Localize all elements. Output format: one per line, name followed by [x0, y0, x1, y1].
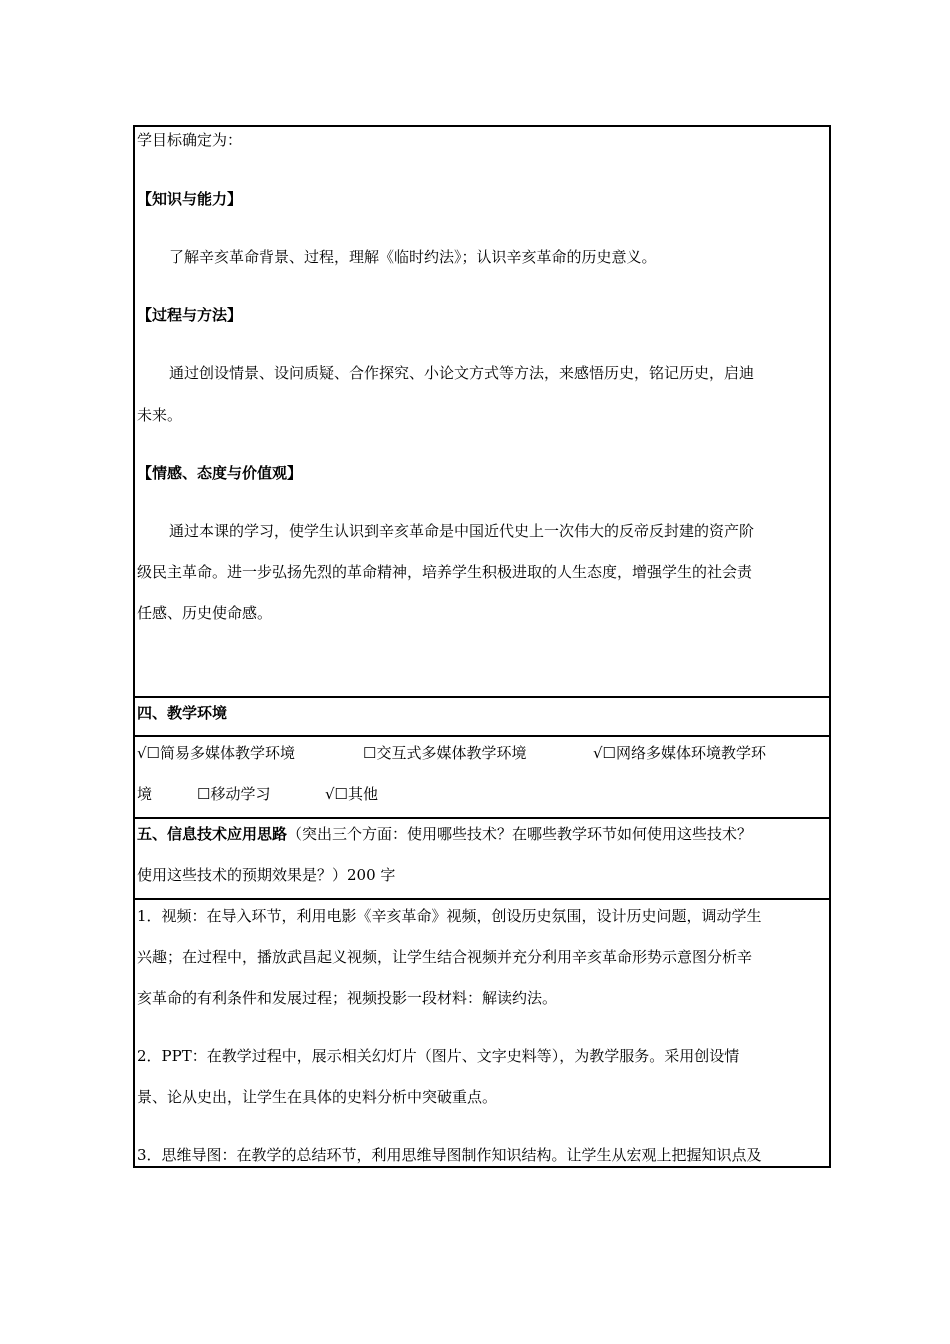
env-option-simple-multimedia: √☐简易多媒体教学环境 [137, 744, 296, 762]
process-text-line1: 通过创设情景、设问质疑、合作探究、小论文方式等方法，来感悟历史，铭记历史，启迪 [169, 364, 755, 382]
process-heading: 【过程与方法】 [137, 306, 243, 324]
tech-heading-line1 [137, 824, 827, 844]
tech-heading: 五、信息技术应用思路 [137, 825, 288, 843]
tech-content-cell [135, 900, 829, 1168]
emotion-text-line1: 通过本课的学习，使学生认识到辛亥革命是中国近代史上一次伟大的反帝反封建的资产阶 [169, 522, 755, 540]
env-option-mobile-learning: ☐移动学习 [197, 785, 271, 803]
tech-item-3-line1: 3．思维导图：在教学的总结环节，利用思维导图制作知识结构。让学生从宏观上把握知识点及 [137, 1146, 762, 1164]
tech-item-2-line2: 景、论从史出，让学生在具体的史料分析中突破重点。 [137, 1088, 498, 1106]
tech-heading-cell [135, 819, 829, 900]
environment-options-line2 [137, 784, 827, 804]
knowledge-text: 了解辛亥革命背景、过程，理解《临时约法》；认识辛亥革命的历史意义。 [169, 248, 657, 266]
objectives-cell [135, 127, 829, 698]
environment-options-line1 [137, 743, 827, 763]
tech-heading-note: （突出三个方面：使用哪些技术？在哪些教学环节如何使用这些技术？ [287, 825, 753, 843]
environment-heading: 四、教学环境 [137, 704, 228, 722]
env-option-interactive-multimedia: ☐交互式多媒体教学环境 [363, 744, 527, 762]
tech-item-1-line3: 亥革命的有利条件和发展过程；视频投影一段材料：解读约法。 [137, 989, 558, 1007]
env-option-other: √☐其他 [325, 785, 379, 803]
emotion-text-line2: 级民主革命。进一步弘扬先烈的革命精神，培养学生积极进取的人生态度，增强学生的社会责 [137, 563, 753, 581]
environment-heading-cell [135, 698, 829, 737]
emotion-heading: 【情感、态度与价值观】 [137, 464, 303, 482]
environment-options-cell [135, 737, 829, 819]
objectives-intro: 学目标确定为： [137, 131, 243, 149]
env-option-network-multimedia-cont: 境 [137, 785, 153, 803]
tech-item-2-line1: 2．PPT：在教学过程中，展示相关幻灯片（图片、文字史料等），为教学服务。采用创设情 [137, 1047, 740, 1065]
tech-item-1-line1: 1．视频：在导入环节，利用电影《辛亥革命》视频，创设历史氛围，设计历史问题，调动学生 [137, 907, 762, 925]
env-option-network-multimedia: √☐网络多媒体环境教学环 [593, 744, 767, 762]
process-text-line2: 未来。 [137, 406, 183, 424]
lesson-plan-table [133, 125, 831, 1168]
emotion-text-line3: 任感、历史使命感。 [137, 604, 273, 622]
tech-heading-line2: 使用这些技术的预期效果是？）200 字 [137, 866, 396, 884]
tech-item-1-line2: 兴趣；在过程中，播放武昌起义视频，让学生结合视频并充分利用辛亥革命形势示意图分析辛 [137, 948, 753, 966]
knowledge-heading: 【知识与能力】 [137, 190, 243, 208]
